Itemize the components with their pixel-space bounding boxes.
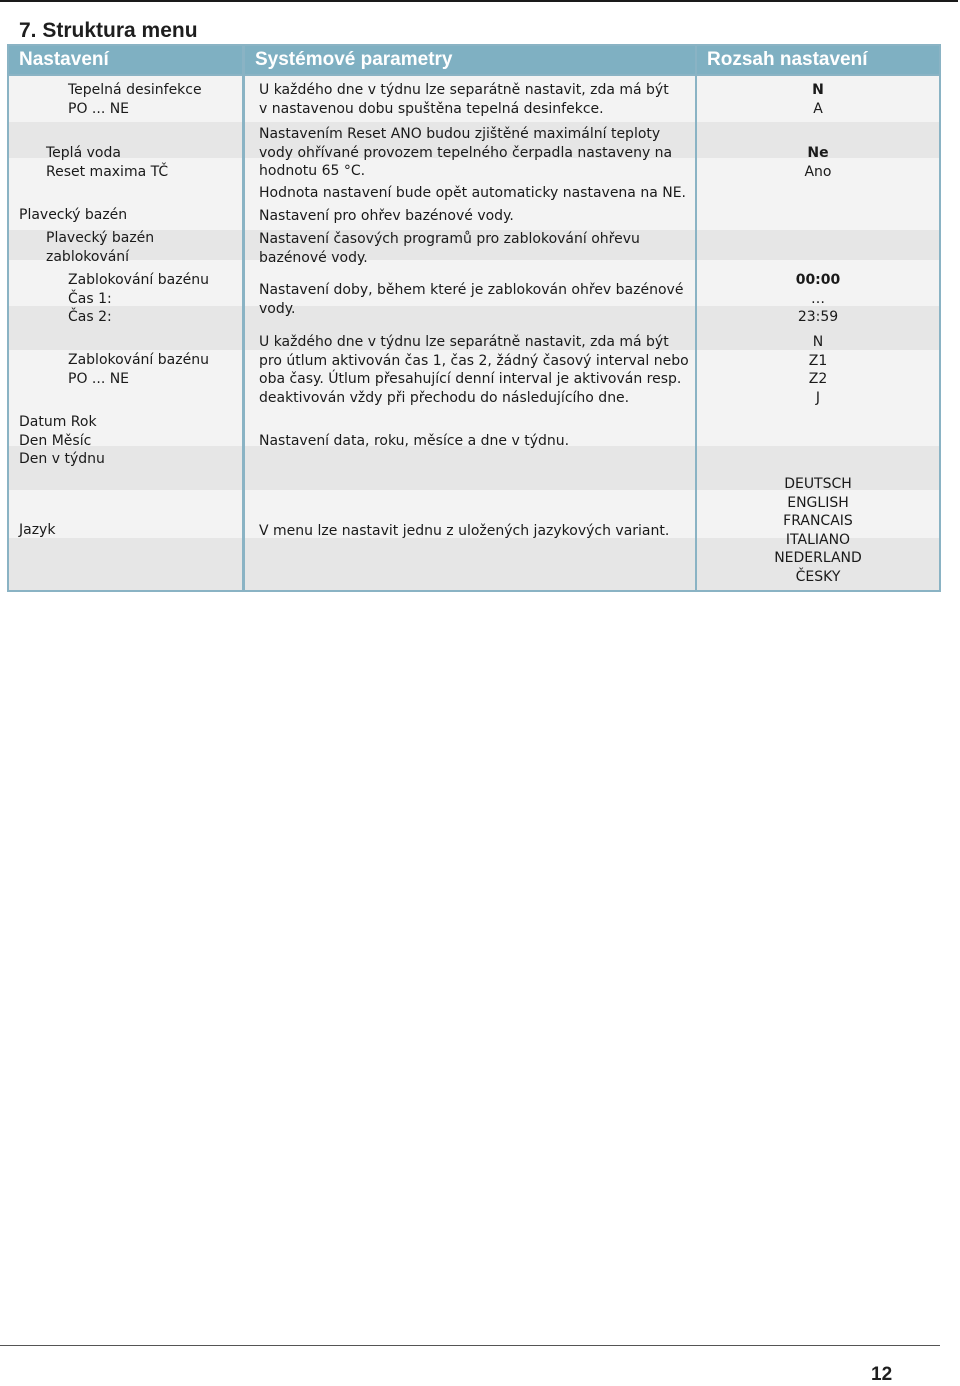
desc-reset-auto: Hodnota nastavení bude opět automaticky nastavena na NE. <box>259 185 687 201</box>
desc-reset-maxima: Nastavením Reset ANO budou zjištěné maximální teploty vody ohřívané provozem tepelného čerpadla nastaveny na hodnotu 65 °C. <box>259 126 673 180</box>
header-rozsah-nastaveni: Rozsah nastavení <box>697 46 939 74</box>
desc-plavecky-bazen: Nastavení pro ohřev bazénové vody. <box>259 208 514 224</box>
range-reset-maxima: Ne Ano <box>804 145 832 180</box>
desc-datum: Nastavení data, roku, měsíce a dne v týdnu. <box>259 433 570 449</box>
desc-jazyk: V menu lze nastavit jednu z uložených jazykových variant. <box>259 523 670 539</box>
desc-zablokovani-programy: Nastavení časových programů pro zablokování ohřevu bazénové vody. <box>259 231 640 266</box>
desc-utlum: U každého dne v týdnu lze separátně nastavit, zda má být pro útlum aktivován čas 1, čas 2, žádný časový interval nebo oba časy. Útlum přesahující denní interval je aktivován resp. deaktivován vždy při přechodu do následujícího dne. <box>259 334 689 406</box>
header-systemove-parametry: Systémové parametry <box>245 46 695 74</box>
setting-jazyk: Jazyk <box>19 522 56 538</box>
column-nastaveni <box>9 76 242 590</box>
section-title: 7. Struktura menu <box>19 19 198 42</box>
setting-tepelna-desinfekce: Tepelná desinfekce PO ... NE <box>68 82 202 117</box>
desc-tepelna-desinfekce: U každého dne v týdnu lze separátně nastavit, zda má být v nastavenou dobu spuštěna tepelná desinfekce. <box>259 82 669 117</box>
column-rozsah-nastaveni <box>697 76 939 590</box>
range-jazyk: DEUTSCH ENGLISH FRANCAIS ITALIANO NEDERLAND ČESKY <box>774 476 862 585</box>
top-rule <box>0 0 958 2</box>
column-systemove-parametry <box>245 76 695 590</box>
page-number: 12 <box>871 1364 893 1385</box>
setting-plavecky-bazen: Plavecký bazén <box>19 207 128 223</box>
range-utlum: N Z1 Z2 J <box>808 334 828 406</box>
header-nastaveni: Nastavení <box>9 46 242 74</box>
setting-datum: Datum Rok Den Měsíc Den v týdnu <box>19 414 105 468</box>
setting-plavecky-bazen-zablokovani: Plavecký bazén zablokování <box>46 230 155 265</box>
setting-tepla-voda: Teplá voda Reset maxima TČ <box>46 145 169 180</box>
footer-rule <box>0 1345 940 1346</box>
desc-zablokovani-doba: Nastavení doby, během které je zablokován ohřev bazénové vody. <box>259 282 684 317</box>
menu-structure-table <box>7 44 941 592</box>
range-tepelna-desinfekce: N A <box>812 82 824 117</box>
setting-zablokovani-bazenu-dny: Zablokování bazénu PO ... NE <box>68 352 209 387</box>
setting-zablokovani-bazenu-cas: Zablokování bazénu Čas 1: Čas 2: <box>68 272 209 326</box>
range-cas: 00:00 … 23:59 <box>795 272 841 326</box>
